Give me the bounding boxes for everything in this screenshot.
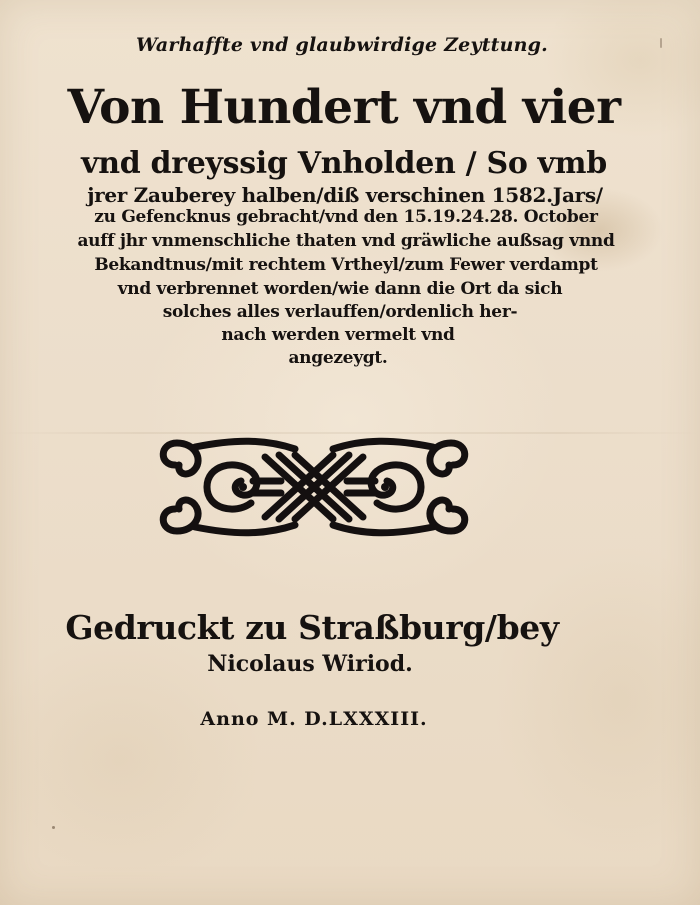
paper-mark bbox=[660, 38, 662, 48]
body-line-1: vnd dreyssig Vnholden / So vmb bbox=[81, 146, 607, 181]
paper-speck bbox=[52, 826, 55, 829]
body-line-5: Bekandtnus/mit rechtem Vrtheyl/zum Fewer verdampt bbox=[94, 255, 598, 275]
header-kicker: Warhaffte vnd glaubwirdige Zeyttung. bbox=[136, 34, 548, 56]
paper-fold bbox=[0, 432, 700, 434]
body-line-4: auff jhr vnmenschliche thaten vnd gräwliche außsag vnnd bbox=[77, 231, 615, 251]
body-line-9: angezeygt. bbox=[288, 348, 388, 368]
body-line-6: vnd verbrennet worden/wie dann die Ort da sich bbox=[117, 279, 563, 299]
body-line-3: zu Gefencknus gebracht/vnd den 15.19.24.28. October bbox=[94, 207, 598, 227]
body-line-7: solches alles verlauffen/ordenlich her- bbox=[162, 302, 518, 322]
page-title: Von Hundert vnd vier bbox=[67, 80, 621, 135]
imprint-place-printer: Gedruckt zu Straßburg/bey bbox=[65, 608, 559, 647]
body-line-2: jrer Zauberey halben/diß verschinen 1582.Jars/ bbox=[87, 183, 603, 207]
woodcut-knot-ornament-icon bbox=[155, 435, 473, 539]
body-line-8: nach werden vermelt vnd bbox=[221, 325, 455, 345]
publication-year: Anno M. D.LXXXIII. bbox=[200, 708, 428, 730]
imprint-printer-name: Nicolaus Wiriod. bbox=[207, 651, 413, 677]
